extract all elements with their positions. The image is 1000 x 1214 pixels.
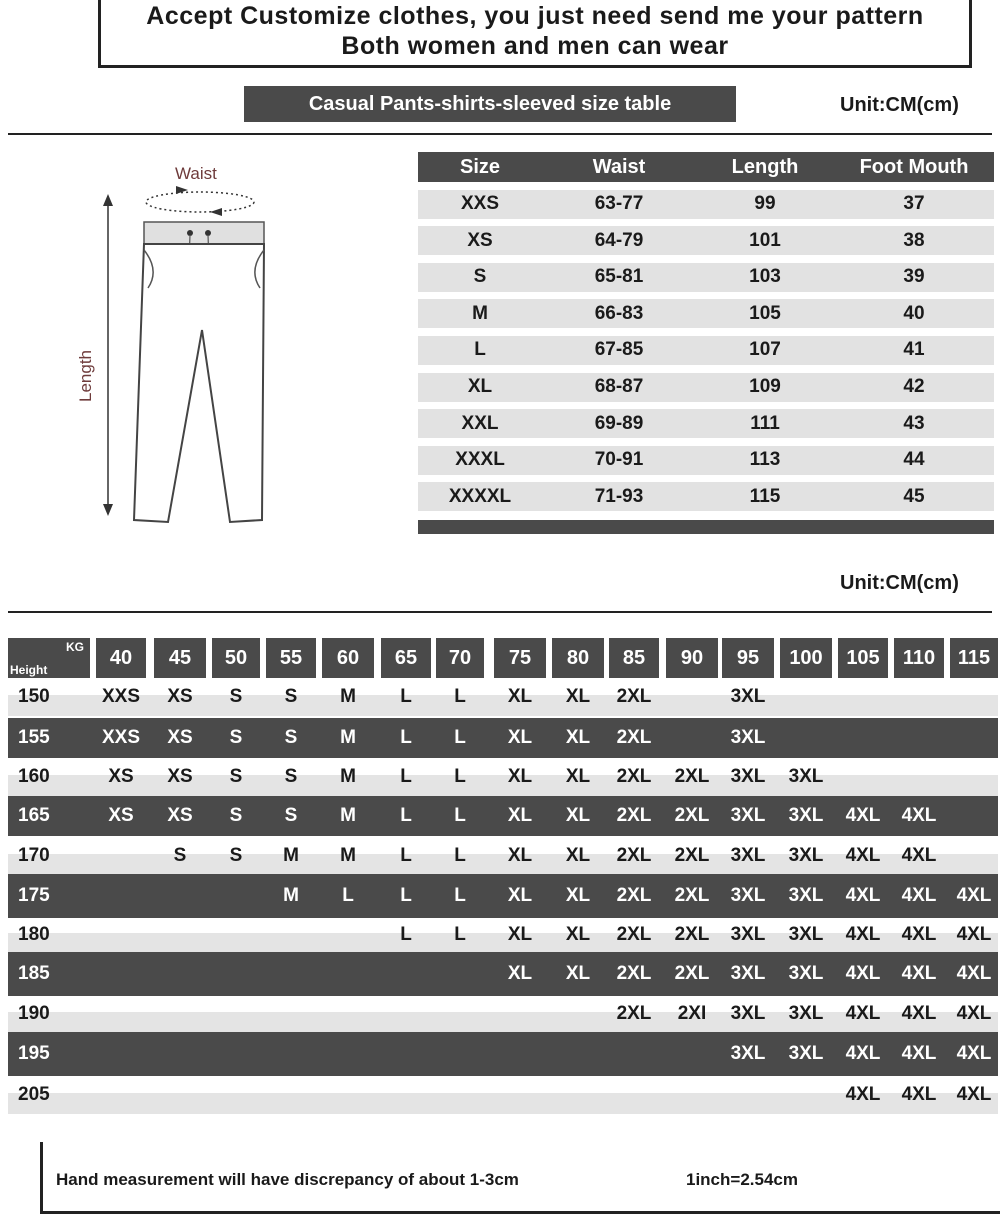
size-table-footer-bar xyxy=(418,520,994,534)
waist-arrow-left-icon xyxy=(210,208,222,216)
size-cell: 4XL xyxy=(956,1043,992,1064)
size-cell: 2XL xyxy=(616,727,652,748)
size-cell: S xyxy=(284,686,298,707)
size-table-row xyxy=(418,446,994,475)
size-cell: 2XL xyxy=(616,924,652,945)
size-cell: XS xyxy=(167,686,193,707)
size-cell: L xyxy=(454,885,466,906)
size-table-cell: 105 xyxy=(749,302,781,324)
size-table-cell: 109 xyxy=(749,376,781,398)
pants-illustration xyxy=(70,160,290,540)
grid-row xyxy=(8,874,998,918)
size-cell: 4XL xyxy=(845,845,881,866)
height-cell: 175 xyxy=(18,885,50,906)
height-cell: 185 xyxy=(18,963,50,984)
size-cell: M xyxy=(340,727,356,748)
waist-label: Waist xyxy=(175,164,217,183)
size-table-cell: XS xyxy=(467,229,493,251)
height-cell: 195 xyxy=(18,1043,50,1064)
size-cell: XL xyxy=(507,805,533,826)
size-table-cell: 39 xyxy=(903,266,925,288)
size-table-cell: 115 xyxy=(749,485,781,507)
size-cell: XL xyxy=(565,963,591,984)
size-table-row xyxy=(418,226,994,255)
size-cell: 3XL xyxy=(730,963,766,984)
size-cell: XL xyxy=(507,686,533,707)
size-cell: XL xyxy=(507,845,533,866)
grid-row xyxy=(8,996,998,1032)
size-table-cell: 40 xyxy=(903,302,925,324)
size-cell: 2XL xyxy=(674,766,710,787)
size-cell: 2XL xyxy=(674,805,710,826)
weight-header-cell: 55 xyxy=(266,638,316,678)
size-cell: L xyxy=(400,845,412,866)
size-table-row xyxy=(418,482,994,511)
size-table-row xyxy=(418,409,994,438)
height-cell: 160 xyxy=(18,766,50,787)
size-cell: XL xyxy=(507,963,533,984)
size-cell: XL xyxy=(507,766,533,787)
weight-header-cell: 50 xyxy=(212,638,260,678)
header-line-2: Both women and men can wear xyxy=(341,32,729,60)
size-table-cell: 45 xyxy=(903,485,925,507)
size-cell: 3XL xyxy=(730,1003,766,1024)
size-cell: 4XL xyxy=(901,845,937,866)
size-cell: 3XL xyxy=(788,845,824,866)
size-table-cell: M xyxy=(472,302,488,324)
weight-header-cell: 40 xyxy=(96,638,146,678)
size-table-row xyxy=(418,263,994,292)
size-cell: L xyxy=(454,845,466,866)
size-table-header-cell: Size xyxy=(459,155,501,178)
size-cell: 3XL xyxy=(730,805,766,826)
size-cell: 3XL xyxy=(788,805,824,826)
size-cell: 3XL xyxy=(730,686,766,707)
size-cell: XL xyxy=(565,766,591,787)
size-cell: L xyxy=(400,885,412,906)
size-cell: 4XL xyxy=(901,963,937,984)
size-cell: 3XL xyxy=(788,924,824,945)
size-table-cell: S xyxy=(473,266,487,288)
size-cell: 2XL xyxy=(616,963,652,984)
size-table-body xyxy=(418,190,994,512)
size-cell: 2XL xyxy=(616,766,652,787)
table-title: Casual Pants-shirts-sleeved size table xyxy=(244,86,736,122)
height-cell: 180 xyxy=(18,924,50,945)
height-cell: 190 xyxy=(18,1003,50,1024)
grid-row xyxy=(8,1076,998,1114)
footer-note: Hand measurement will have discrepancy of about 1-3cm xyxy=(56,1170,519,1189)
weight-header-cell: 80 xyxy=(552,638,604,678)
size-cell: 4XL xyxy=(845,1043,881,1064)
size-table-cell: 69-89 xyxy=(594,412,644,434)
size-table-cell: 37 xyxy=(903,193,925,215)
header-box xyxy=(98,0,972,68)
size-cell: 4XL xyxy=(901,1003,937,1024)
size-cell: 2XI xyxy=(677,1003,707,1024)
size-cell: 4XL xyxy=(845,1084,881,1105)
size-cell: 2XL xyxy=(616,1003,652,1024)
size-cell: XL xyxy=(565,845,591,866)
size-cell: L xyxy=(342,885,354,906)
weight-header-cell: 90 xyxy=(666,638,718,678)
height-cell: 170 xyxy=(18,845,50,866)
size-cell: XS xyxy=(108,805,134,826)
size-cell: L xyxy=(454,766,466,787)
size-cell: 4XL xyxy=(901,805,937,826)
weight-header-cell: 115 xyxy=(950,638,998,678)
size-cell: 4XL xyxy=(845,1003,881,1024)
size-cell: M xyxy=(340,766,356,787)
size-cell: 4XL xyxy=(845,885,881,906)
size-table-header xyxy=(418,152,994,182)
size-table-cell: 42 xyxy=(903,376,925,398)
size-cell: S xyxy=(229,686,243,707)
corner-height-label: Height xyxy=(10,663,48,677)
divider-top xyxy=(8,133,992,135)
size-cell: L xyxy=(454,727,466,748)
corner-kg-label: KG xyxy=(66,640,84,654)
size-table-header-cell: Foot Mouth xyxy=(859,155,969,178)
size-cell: S xyxy=(229,845,243,866)
divider-bottom xyxy=(8,611,992,613)
size-table-cell: 67-85 xyxy=(594,339,644,361)
size-cell: 4XL xyxy=(901,885,937,906)
size-cell: 3XL xyxy=(730,727,766,748)
size-table-cell: XXS xyxy=(460,193,500,215)
size-cell: 3XL xyxy=(788,885,824,906)
size-cell: 4XL xyxy=(845,805,881,826)
grid-header xyxy=(8,638,998,678)
size-cell: 2XL xyxy=(674,963,710,984)
footer-conversion: 1inch=2.54cm xyxy=(686,1170,798,1189)
size-table-cell: XXL xyxy=(461,412,499,434)
size-cell: M xyxy=(340,845,356,866)
size-table-cell: 103 xyxy=(749,266,781,288)
size-cell: XS xyxy=(167,805,193,826)
grid-row xyxy=(8,918,998,952)
size-table-cell: 65-81 xyxy=(594,266,644,288)
size-table-header-cell: Length xyxy=(731,155,799,178)
size-cell: 4XL xyxy=(956,1003,992,1024)
size-cell: XL xyxy=(507,727,533,748)
size-cell: L xyxy=(400,727,412,748)
size-cell: 4XL xyxy=(956,963,992,984)
weight-header-cell: 105 xyxy=(838,638,888,678)
size-cell: L xyxy=(400,805,412,826)
size-table-cell: 66-83 xyxy=(594,302,644,324)
size-cell: XL xyxy=(565,885,591,906)
size-cell: M xyxy=(283,885,299,906)
size-cell: XL xyxy=(565,727,591,748)
size-cell: M xyxy=(340,686,356,707)
size-table-row xyxy=(418,190,994,219)
length-arrow-down-icon xyxy=(103,504,113,516)
size-table xyxy=(418,152,994,534)
grid-row xyxy=(8,758,998,796)
length-label: Length xyxy=(76,350,95,402)
size-cell: S xyxy=(229,805,243,826)
size-table-cell: 107 xyxy=(749,339,781,361)
size-cell: S xyxy=(284,766,298,787)
size-cell: XS xyxy=(167,727,193,748)
size-cell: XL xyxy=(507,924,533,945)
header-line-1: Accept Customize clothes, you just need send me your pattern xyxy=(146,2,924,30)
size-cell: 3XL xyxy=(788,1043,824,1064)
size-cell: 3XL xyxy=(730,1043,766,1064)
waist-measure-icon xyxy=(146,192,254,212)
length-arrow-up-icon xyxy=(103,194,113,206)
weight-header-cell: 85 xyxy=(609,638,659,678)
size-table-cell: 63-77 xyxy=(594,193,644,215)
waistband xyxy=(144,222,264,244)
weight-header-cell: 70 xyxy=(436,638,484,678)
size-table-cell: 101 xyxy=(749,229,781,251)
size-table-row xyxy=(418,373,994,402)
size-table-row xyxy=(418,336,994,365)
size-cell: S xyxy=(229,766,243,787)
size-cell: 2XL xyxy=(674,845,710,866)
size-table-header-cell: Waist xyxy=(592,155,646,178)
size-cell: 2XL xyxy=(674,885,710,906)
size-cell: 4XL xyxy=(956,1084,992,1105)
grid-row xyxy=(8,678,998,716)
size-cell: 2XL xyxy=(616,845,652,866)
grid-corner xyxy=(8,638,90,678)
unit-label-top: Unit:CM(cm) xyxy=(840,94,959,116)
size-table-cell: XXXL xyxy=(455,449,505,471)
size-cell: 4XL xyxy=(901,1084,937,1105)
weight-header-cell: 110 xyxy=(894,638,944,678)
size-table-cell: 38 xyxy=(903,229,925,251)
size-cell: 4XL xyxy=(845,924,881,945)
size-cell: S xyxy=(284,727,298,748)
size-cell: 3XL xyxy=(730,766,766,787)
size-cell: S xyxy=(284,805,298,826)
size-table-cell: L xyxy=(474,339,486,361)
height-cell: 155 xyxy=(18,727,50,748)
weight-header-cell: 95 xyxy=(722,638,774,678)
size-cell: L xyxy=(400,924,412,945)
size-cell: 3XL xyxy=(788,963,824,984)
size-table-cell: XL xyxy=(467,376,493,398)
pants-outline xyxy=(134,244,264,522)
weight-header-cell: 75 xyxy=(494,638,546,678)
height-cell: 205 xyxy=(18,1084,50,1105)
height-cell: 165 xyxy=(18,805,50,826)
size-table-row xyxy=(418,299,994,328)
weight-header-cell: 65 xyxy=(381,638,431,678)
height-cell: 150 xyxy=(18,686,50,707)
grid-row xyxy=(8,796,998,836)
size-cell: S xyxy=(229,727,243,748)
weight-header-cell: 45 xyxy=(154,638,206,678)
size-cell: 3XL xyxy=(730,885,766,906)
height-weight-grid xyxy=(8,638,998,1118)
size-table-cell: 41 xyxy=(903,339,925,361)
size-table-cell: 111 xyxy=(750,412,780,434)
size-cell: XL xyxy=(565,924,591,945)
grid-row xyxy=(8,838,998,874)
size-cell: L xyxy=(400,686,412,707)
size-cell: L xyxy=(454,686,466,707)
size-cell: L xyxy=(400,766,412,787)
size-cell: M xyxy=(283,845,299,866)
size-cell: XL xyxy=(507,885,533,906)
grid-row xyxy=(8,952,998,996)
size-cell: 3XL xyxy=(788,1003,824,1024)
size-table-cell: XXXXL xyxy=(448,485,512,507)
size-table-cell: 99 xyxy=(754,193,776,215)
size-cell: XXS xyxy=(101,727,141,748)
size-cell: 4XL xyxy=(845,963,881,984)
size-cell: XS xyxy=(167,766,193,787)
size-cell: 2XL xyxy=(674,924,710,945)
size-table-cell: 68-87 xyxy=(594,376,644,398)
weight-header-cell: 60 xyxy=(322,638,374,678)
grid-row xyxy=(8,718,998,758)
size-cell: L xyxy=(454,805,466,826)
size-cell: XS xyxy=(108,766,134,787)
size-cell: 4XL xyxy=(956,885,992,906)
size-cell: 3XL xyxy=(730,924,766,945)
size-cell: XXS xyxy=(101,686,141,707)
size-cell: 3XL xyxy=(730,845,766,866)
size-table-cell: 71-93 xyxy=(594,485,644,507)
size-cell: 4XL xyxy=(901,924,937,945)
size-cell: 3XL xyxy=(788,766,824,787)
size-cell: XL xyxy=(565,686,591,707)
size-cell: L xyxy=(454,924,466,945)
size-table-cell: 44 xyxy=(903,449,925,471)
size-cell: 4XL xyxy=(901,1043,937,1064)
size-cell: 2XL xyxy=(616,805,652,826)
size-cell: 4XL xyxy=(956,924,992,945)
size-cell: M xyxy=(340,805,356,826)
weight-header-cell: 100 xyxy=(780,638,832,678)
size-cell: 2XL xyxy=(616,686,652,707)
grid-row xyxy=(8,1032,998,1076)
size-cell: S xyxy=(173,845,187,866)
size-table-cell: 64-79 xyxy=(594,229,644,251)
size-table-cell: 113 xyxy=(749,449,781,471)
size-table-cell: 70-91 xyxy=(594,449,644,471)
size-cell: XL xyxy=(565,805,591,826)
size-cell: 2XL xyxy=(616,885,652,906)
size-table-cell: 43 xyxy=(903,412,925,434)
unit-label-bottom: Unit:CM(cm) xyxy=(840,572,959,594)
